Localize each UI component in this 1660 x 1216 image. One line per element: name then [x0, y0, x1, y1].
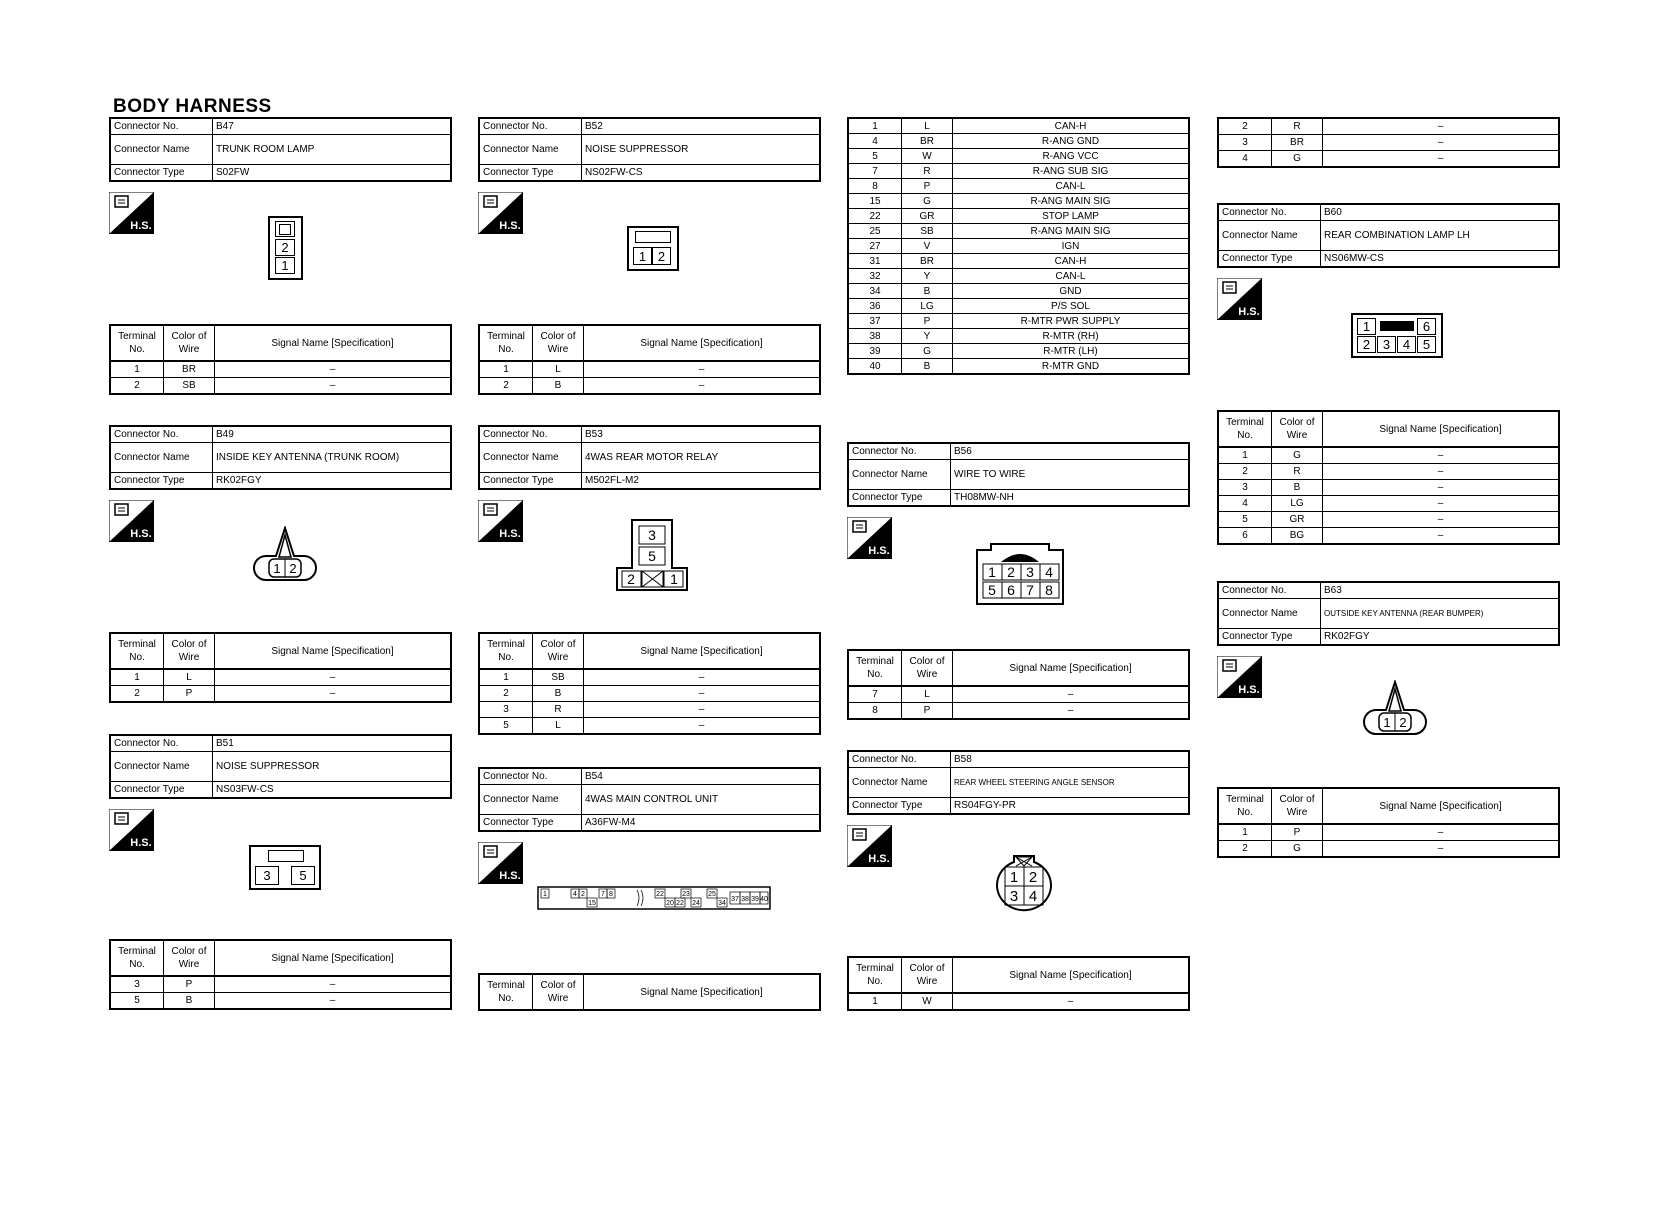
harness-side-icon	[109, 192, 154, 234]
pin: 7	[601, 891, 605, 898]
connector-b52-face	[627, 226, 679, 271]
pin: 1	[633, 247, 652, 265]
connector-no-value: B58	[951, 751, 1190, 768]
pin: 4	[1397, 336, 1416, 353]
harness-side-icon	[847, 825, 892, 867]
connector-b56-face	[975, 542, 1065, 606]
connector-b53-face	[615, 518, 689, 592]
pin: 3	[1009, 888, 1019, 905]
svg-text:H.S.: H.S.	[130, 528, 152, 540]
connector-b54-signal-table-header: Terminal No. Color of Wire Signal Name [Specification]	[478, 973, 821, 1011]
svg-text:H.S.: H.S.	[499, 528, 521, 540]
connector-type-value: RS04FGY-PR	[951, 798, 1190, 815]
pin: 20	[666, 900, 674, 907]
table-row: 2 R –	[1218, 118, 1559, 135]
pin: 1	[1383, 715, 1391, 730]
table-row: 5 B –	[110, 993, 451, 1010]
table-row: 5 W R-ANG VCC	[848, 149, 1189, 164]
table-row: 2 R –	[1218, 464, 1559, 480]
table-row: 3 R –	[479, 702, 820, 718]
harness-side-icon	[478, 192, 523, 234]
pin: 2	[581, 891, 585, 898]
table-row: 37 P R-MTR PWR SUPPLY	[848, 314, 1189, 329]
pin: 3	[648, 527, 656, 543]
connector-b51-face	[249, 845, 321, 890]
connector-b53-signal-table: Terminal No. Color of Wire Signal Name [Specification] 1 SB – 2 B – 3 R – 5 L –	[478, 632, 821, 735]
table-row: 3 P –	[110, 976, 451, 993]
pin: 2	[652, 247, 671, 265]
pin: 3	[1026, 564, 1034, 580]
connector-type-value: RK02FGY	[213, 473, 452, 490]
signal-name-header: Signal Name [Specification]	[215, 325, 452, 361]
connector-name-value: REAR WHEEL STEERING ANGLE SENSOR	[951, 768, 1190, 798]
connector-no-value: B51	[213, 735, 452, 752]
table-row: 7 R R-ANG SUB SIG	[848, 164, 1189, 179]
table-row: 1 W –	[848, 993, 1189, 1010]
pin: 37	[731, 896, 739, 903]
connector-b63-face	[1362, 680, 1428, 738]
terminal-no-header: Terminal No.	[110, 325, 164, 361]
connector-b52-header: Connector No. B52 Connector Name NOISE SUPPRESSOR Connector Type NS02FW-CS	[478, 117, 821, 182]
pin: 6	[1417, 318, 1436, 335]
pin: 2	[275, 239, 295, 256]
pin: 39	[751, 896, 759, 903]
pin: 40	[760, 896, 768, 903]
table-row: 1 G –	[1218, 447, 1559, 464]
pin: 24	[692, 900, 700, 907]
pin: 2	[289, 561, 297, 576]
connector-b60-header: Connector No. B60 Connector Name REAR COMBINATION LAMP LH Connector Type NS06MW-CS	[1217, 203, 1560, 268]
connector-name-value: NOISE SUPPRESSOR	[582, 135, 821, 165]
pin: 1	[988, 564, 996, 580]
page-title: BODY HARNESS	[113, 96, 272, 117]
pin-key	[275, 221, 295, 237]
pin: 3	[255, 866, 279, 885]
harness-side-icon	[847, 517, 892, 559]
connector-name-value: NOISE SUPPRESSOR	[213, 752, 452, 782]
table-row: 3 BR –	[1218, 135, 1559, 151]
connector-b54-header: Connector No. B54 Connector Name 4WAS MAIN CONTROL UNIT Connector Type A36FW-M4	[478, 767, 821, 832]
pin: 2	[627, 571, 635, 587]
pin: 22	[676, 900, 684, 907]
pin: 8	[1045, 582, 1053, 598]
table-row: 1 BR –	[110, 361, 451, 378]
connector-no-value: B53	[582, 426, 821, 443]
table-row: 22 GR STOP LAMP	[848, 209, 1189, 224]
connector-no-value: B49	[213, 426, 452, 443]
connector-type-value: M502FL-M2	[582, 473, 821, 490]
table-row: 2 P –	[110, 686, 451, 703]
connector-b49-face	[252, 526, 318, 584]
table-row: 31 BR CAN-H	[848, 254, 1189, 269]
connector-name-label: Connector Name	[110, 135, 213, 165]
connector-b54-face	[537, 886, 771, 910]
svg-text:H.S.: H.S.	[1238, 684, 1260, 696]
connector-b53-header: Connector No. B53 Connector Name 4WAS REAR MOTOR RELAY Connector Type M502FL-M2	[478, 425, 821, 490]
connector-b58-header: Connector No. B58 Connector Name REAR WHEEL STEERING ANGLE SENSOR Connector Type RS04FGY-PR	[847, 750, 1190, 815]
table-row: 5 GR –	[1218, 512, 1559, 528]
harness-side-icon	[109, 809, 154, 851]
connector-name-value: 4WAS REAR MOTOR RELAY	[582, 443, 821, 473]
connector-name-label: Connector Name	[110, 443, 213, 473]
connector-b51-signal-table: Terminal No. Color of Wire Signal Name [Specification] 3 P – 5 B –	[109, 939, 452, 1010]
pin: 3	[1377, 336, 1396, 353]
pin: 5	[648, 548, 656, 564]
hs-label: H.S.	[130, 220, 152, 232]
table-row: 1 P –	[1218, 824, 1559, 841]
table-row: 1 L –	[110, 669, 451, 686]
harness-side-icon	[1217, 656, 1262, 698]
connector-b49-signal-table: Terminal No. Color of Wire Signal Name [Specification] 1 L – 2 P –	[109, 632, 452, 703]
pin: 38	[741, 896, 749, 903]
connector-b54-signal-table-rows	[847, 117, 1190, 375]
svg-text:H.S.: H.S.	[1238, 306, 1260, 318]
pin: 5	[988, 582, 996, 598]
harness-side-icon	[109, 500, 154, 542]
table-row: 7 L –	[848, 686, 1189, 703]
pin: 7	[1026, 582, 1034, 598]
connector-type-value: NS02FW-CS	[582, 165, 821, 182]
pin: 2	[1399, 715, 1407, 730]
connector-type-value: RK02FGY	[1321, 629, 1560, 646]
table-row: 5 L –	[479, 718, 820, 735]
pin: 2	[1357, 336, 1376, 353]
table-row: 1 SB –	[479, 669, 820, 686]
connector-no-value: B52	[582, 118, 821, 135]
pin: 22	[656, 891, 664, 898]
pin: 1	[273, 561, 281, 576]
connector-type-label: Connector Type	[110, 473, 213, 490]
connector-type-value: NS03FW-CS	[213, 782, 452, 799]
pin: 2	[1007, 564, 1015, 580]
connector-b63-signal-table: Terminal No. Color of Wire Signal Name [Specification] 1 P – 2 G –	[1217, 787, 1560, 858]
pin: 34	[718, 900, 726, 907]
table-row: 36 LG P/S SOL	[848, 299, 1189, 314]
pin: 4	[1045, 564, 1053, 580]
table-row: 4 LG –	[1218, 496, 1559, 512]
table-row: 38 Y R-MTR (RH)	[848, 329, 1189, 344]
connector-b52-signal-table: Terminal No. Color of Wire Signal Name [Specification] 1 L – 2 B –	[478, 324, 821, 395]
svg-text:H.S.: H.S.	[868, 853, 890, 865]
connector-no-value: B60	[1321, 204, 1560, 221]
connector-b60-face	[1351, 313, 1443, 358]
pin: 5	[1417, 336, 1436, 353]
pin: 25	[708, 891, 716, 898]
table-row: 3 B –	[1218, 480, 1559, 496]
connector-b60-signal-table: Terminal No. Color of Wire Signal Name [Specification] 1 G – 2 R – 3 B – 4 LG – 5 GR – 6 BG –	[1217, 410, 1560, 545]
pin: 23	[682, 891, 690, 898]
svg-text:H.S.: H.S.	[499, 220, 521, 232]
table-row: 6 BG –	[1218, 528, 1559, 545]
pin: 2	[1028, 869, 1038, 886]
table-row: 4 BR R-ANG GND	[848, 134, 1189, 149]
pin: 5	[291, 866, 315, 885]
pin: 1	[1357, 318, 1376, 335]
connector-no-label: Connector No.	[110, 118, 213, 135]
table-row: 34 B GND	[848, 284, 1189, 299]
connector-b58-face	[992, 853, 1056, 915]
connector-no-value: B54	[582, 768, 821, 785]
table-row: 2 B –	[479, 378, 820, 395]
table-row: 2 B –	[479, 686, 820, 702]
connector-name-value: WIRE TO WIRE	[951, 460, 1190, 490]
table-row: 8 P CAN-L	[848, 179, 1189, 194]
connector-no-label: Connector No.	[110, 426, 213, 443]
connector-no-value: B47	[213, 118, 452, 135]
table-row: 1 L CAN-H	[848, 118, 1189, 134]
table-row: 32 Y CAN-L	[848, 269, 1189, 284]
connector-type-value: A36FW-M4	[582, 815, 821, 832]
connector-name-value: REAR COMBINATION LAMP LH	[1321, 221, 1560, 251]
svg-text:H.S.: H.S.	[499, 870, 521, 882]
harness-side-icon	[1217, 278, 1262, 320]
connector-type-value: TH08MW-NH	[951, 490, 1190, 507]
color-of-wire-header: Color of Wire	[164, 325, 215, 361]
connector-no-value: B56	[951, 443, 1190, 460]
connector-type-label: Connector Type	[110, 165, 213, 182]
pin: 1	[275, 257, 295, 274]
pin: 4	[573, 891, 577, 898]
connector-b51-header: Connector No. B51 Connector Name NOISE SUPPRESSOR Connector Type NS03FW-CS	[109, 734, 452, 799]
connector-name-value: 4WAS MAIN CONTROL UNIT	[582, 785, 821, 815]
table-row: 8 P –	[848, 703, 1189, 720]
pin: 4	[1028, 888, 1038, 905]
pin: 1	[543, 891, 547, 898]
pin: 6	[1007, 582, 1015, 598]
connector-b49-header	[109, 425, 452, 490]
table-row: 27 V IGN	[848, 239, 1189, 254]
connector-no-value: B63	[1321, 582, 1560, 599]
table-row: 2 G –	[1218, 841, 1559, 858]
harness-side-icon	[478, 500, 523, 542]
connector-b63-header: Connector No. B63 Connector Name OUTSIDE KEY ANTENNA (REAR BUMPER) Connector Type RK02FGY	[1217, 581, 1560, 646]
connector-b56-header: Connector No. B56 Connector Name WIRE TO WIRE Connector Type TH08MW-NH	[847, 442, 1190, 507]
table-row: 2 SB –	[110, 378, 451, 395]
connector-b47-face	[268, 216, 303, 280]
connector-b47-signal-table	[109, 324, 452, 395]
pin: 8	[609, 891, 613, 898]
table-row: 4 G –	[1218, 151, 1559, 168]
table-row: 39 G R-MTR (LH)	[848, 344, 1189, 359]
harness-side-icon	[478, 842, 523, 884]
connector-b58-signal-table-rows	[1217, 117, 1560, 168]
connector-b47-header	[109, 117, 452, 182]
table-row: 25 SB R-ANG MAIN SIG	[848, 224, 1189, 239]
connector-type-value: NS06MW-CS	[1321, 251, 1560, 268]
connector-type-value: S02FW	[213, 165, 452, 182]
pin: 1	[1009, 869, 1019, 886]
pin: 15	[588, 900, 596, 907]
connector-b56-signal-table: Terminal No. Color of Wire Signal Name [Specification] 7 L – 8 P –	[847, 649, 1190, 720]
connector-name-value: TRUNK ROOM LAMP	[213, 135, 452, 165]
connector-name-value: INSIDE KEY ANTENNA (TRUNK ROOM)	[213, 443, 452, 473]
table-row: 1 L –	[479, 361, 820, 378]
pin: 1	[670, 571, 678, 587]
table-row: 15 G R-ANG MAIN SIG	[848, 194, 1189, 209]
connector-b58-signal-table: Terminal No. Color of Wire Signal Name [Specification] 1 W –	[847, 956, 1190, 1011]
connector-name-value: OUTSIDE KEY ANTENNA (REAR BUMPER)	[1321, 599, 1560, 629]
svg-text:H.S.: H.S.	[130, 837, 152, 849]
table-row: 40 B R-MTR GND	[848, 359, 1189, 375]
svg-text:H.S.: H.S.	[868, 545, 890, 557]
